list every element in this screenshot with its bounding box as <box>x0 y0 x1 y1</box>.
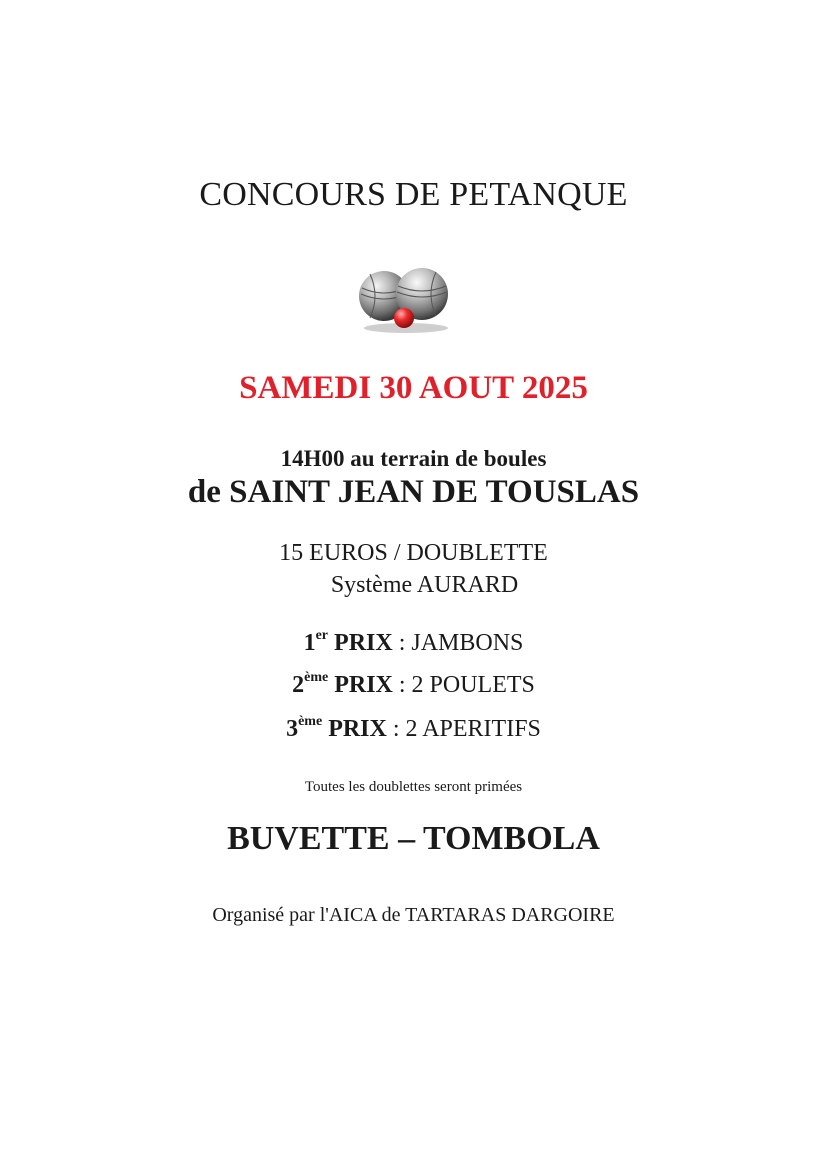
prize-first <box>0 630 827 657</box>
prize-label: PRIX <box>334 672 393 698</box>
prize-rank: 1 <box>303 630 316 656</box>
prize-reward: 2 APERITIFS <box>405 716 541 742</box>
prize-note: Toutes les doublettes seront primées <box>304 779 523 795</box>
prize-second <box>0 672 827 699</box>
organizer: Organisé par l'AICA de TARTARAS DARGOIRE <box>212 904 615 926</box>
prize-rank-suffix: ème <box>298 714 323 729</box>
prize-rank-suffix: ème <box>304 670 329 685</box>
entry-price: 15 EUROS / DOUBLETTE <box>279 540 548 566</box>
prize-reward: JAMBONS <box>411 630 524 656</box>
petanque-boules-icon <box>356 262 452 334</box>
prize-rank: 3 <box>286 716 299 742</box>
prize-separator: : <box>392 672 412 698</box>
prize-label: PRIX <box>334 630 393 656</box>
prize-label: PRIX <box>328 716 387 742</box>
prize-separator: : <box>386 716 406 742</box>
poster-title: CONCOURS DE PETANQUE <box>199 176 628 213</box>
prize-reward: 2 POULETS <box>411 672 535 698</box>
tournament-system: Système AURARD <box>330 572 519 598</box>
buvette-tombola: BUVETTE – TOMBOLA <box>227 820 600 857</box>
event-time-place: 14H00 au terrain de boules <box>280 446 547 471</box>
event-date: SAMEDI 30 AOUT 2025 <box>239 370 588 406</box>
prize-third <box>0 716 827 743</box>
prize-rank: 2 <box>292 672 305 698</box>
event-venue: de SAINT JEAN DE TOUSLAS <box>187 474 640 510</box>
prize-separator: : <box>392 630 412 656</box>
prize-rank-suffix: er <box>315 628 329 643</box>
